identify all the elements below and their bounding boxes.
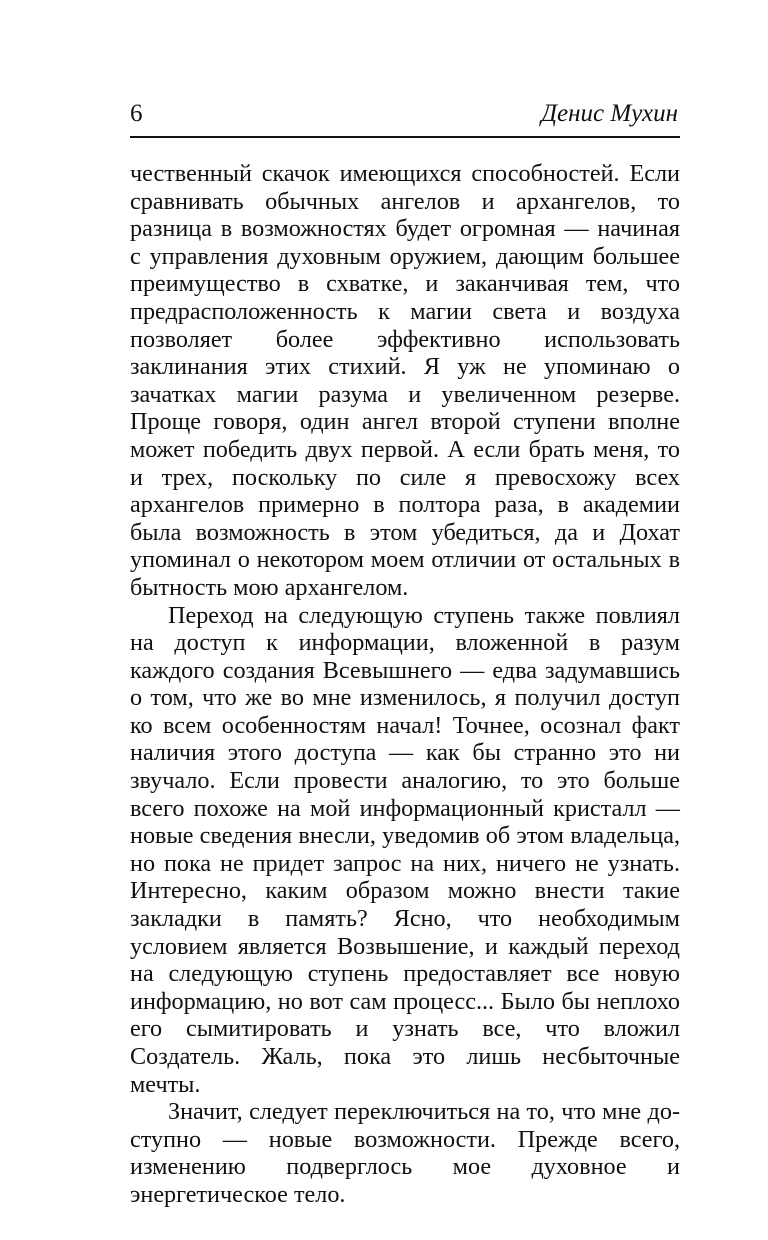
paragraph-3: Значит, следует переключиться на то, что мне доступно — новые возможности. Прежде всего, изменению подверглось мое духовное и энергетическое тело. [130,1098,680,1208]
author-name: Денис Мухин [541,100,678,127]
page-number: 6 [130,100,143,127]
paragraph-2: Переход на следующую ступень также повлиял на доступ к информации, вложенной в разум каждого создания Всевышнего — едва задумавшись о том, что же во мне изменилось, я получил доступ ко всем особенностям начал! Точнее, осознал факт наличия этого доступа — как бы странно это ни звучало. Если провести аналогию, то это больше всего похоже на мой информационный кристалл — новые сведения внесли, уведомив об этом владельца, но пока не придет запрос на них, ничего не узнать. Интересно, каким образом можно внести такие закладки в память? Ясно, что необходимым условием является Возвышение, и каждый переход на следующую ступень предоставляет все новую информацию, но вот сам процесс... Было бы неплохо его сымитировать и узнать все, что вложил Создатель. Жаль, пока это лишь несбыточные мечты. [130,601,680,1098]
body-text [130,160,680,1209]
running-header [130,96,680,138]
book-page [130,96,680,1209]
paragraph-1: чественный скачок имеющихся способностей. Если сравнивать обычных ангелов и архангелов, то разница в возможностях будет огромная — начиная с управления духовным оружием, дающим большее преимущество в схватке, и заканчивая тем, что предрасположенность к магии света и воздуха позволяет более эффективно использовать заклинания этих стихий. Я уж не упоминаю о зачатках магии разума и увеличенном резерве. Проще говоря, один ангел второй ступени вполне может победить двух первой. А если брать меня, то и трех, поскольку по силе я превосхожу всех архангелов примерно в полтора раза, в академии была возможность в этом убедиться, да и Дохат упоминал о некотором моем отличии от остальных в бытность мою архангелом. [130,160,680,601]
